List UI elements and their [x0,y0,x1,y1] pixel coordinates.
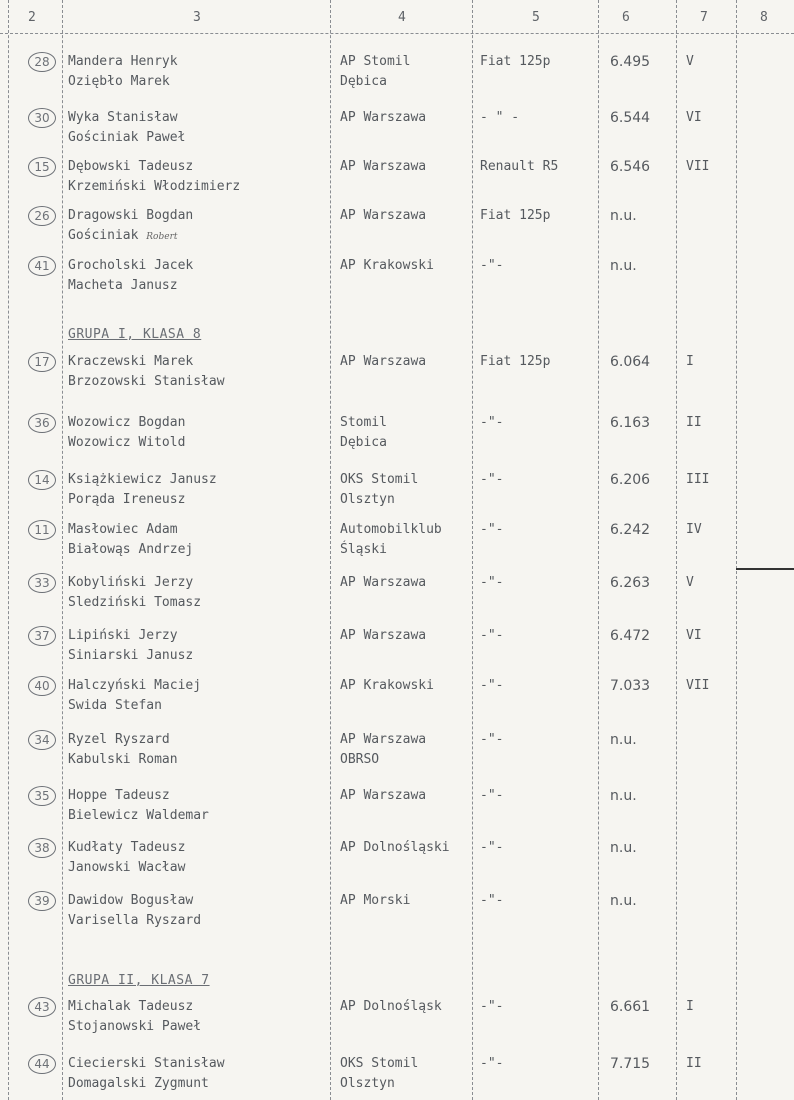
car-model: -"- [480,893,504,908]
club-cell [340,413,472,453]
codriver-name: Krzemiński Włodzimierz [68,179,241,194]
codriver-line [68,911,328,931]
codriver-name: Bielewicz Waldemar [68,808,209,823]
result-time: 6.495 [610,54,651,70]
club-name: AP Krakowski [340,678,434,693]
codriver-name: Macheta Janusz [68,278,178,293]
club-name: AP Warszawa [340,110,427,125]
codriver-line [68,372,328,392]
club-name: AP Krakowski [340,258,434,273]
codriver-name: Oziębło Marek [68,74,170,89]
start-number: 15 [28,157,56,177]
club-name: AP Warszawa [340,628,427,643]
place-rank: VI [686,110,702,125]
club-cell [340,997,472,1017]
club-name: OKS Stomil [340,1056,419,1071]
result-time: 6.064 [610,354,651,370]
result-time: n.u. [610,208,637,224]
driver-name: Książkiewicz Janusz [68,472,217,487]
car-model: -"- [480,415,504,430]
driver-name: Grocholski Jacek [68,258,194,273]
codriver-name: Białowąs Andrzej [68,542,194,557]
club-name: Dębica [340,74,387,89]
crew-cell [68,256,328,296]
start-number: 38 [28,838,56,858]
table-row [0,202,794,246]
table-row [0,348,794,392]
driver-name: Dawidow Bogusław [68,893,194,908]
result-time: n.u. [610,840,637,856]
crew-cell [68,470,328,510]
result-time: 6.263 [610,575,651,591]
crew-cell [68,413,328,453]
crew-cell [68,157,328,197]
car-model: Fiat 125p [480,54,551,69]
driver-name: Dębowski Tadeusz [68,159,194,174]
place-rank: I [686,999,694,1014]
column-header-2: 2 [28,10,36,25]
car-model: -"- [480,628,504,643]
codriver-name: Brzozowski Stanisław [68,374,225,389]
codriver-line [68,1074,328,1094]
club-cell [340,626,472,646]
result-time: 6.544 [610,110,651,126]
club-cell [340,730,472,770]
driver-name: Halczyński Maciej [68,678,202,693]
table-row [0,993,794,1037]
driver-name: Wyka Stanisław [68,110,178,125]
codriver-name: Gościniak Paweł [68,130,186,145]
crew-cell [68,891,328,931]
start-number: 43 [28,997,56,1017]
place-rank: II [686,415,702,430]
codriver-name: Janowski Wacław [68,860,186,875]
start-number: 11 [28,520,56,540]
result-time: 6.163 [610,415,651,431]
car-model: -"- [480,732,504,747]
club-name: AP Warszawa [340,208,427,223]
result-time: n.u. [610,732,637,748]
codriver-name: Domagalski Zygmunt [68,1076,209,1091]
result-time: 6.472 [610,628,651,644]
table-row [0,834,794,878]
club-name: Olsztyn [340,492,395,507]
result-time: 6.661 [610,999,651,1015]
column-header-4: 4 [398,10,406,25]
car-model: Fiat 125p [480,208,551,223]
codriver-name: Swida Stefan [68,698,162,713]
club-name: OBRSO [340,752,380,767]
table-row [0,1050,794,1094]
codriver-name: Porąda Ireneusz [68,492,186,507]
table-row [0,569,794,613]
crew-cell [68,626,328,666]
table-row [0,726,794,770]
club-name: Stomil [340,415,387,430]
crew-cell [68,838,328,878]
table-row [0,252,794,296]
club-name: Dębica [340,435,387,450]
start-number: 28 [28,52,56,72]
club-cell [340,470,472,510]
club-cell [340,352,472,372]
club-cell [340,786,472,806]
car-model: -"- [480,999,504,1014]
result-time: 6.546 [610,159,651,175]
club-name: Śląski [340,542,387,557]
column-header-8: 8 [760,10,768,25]
codriver-name: Siniarski Janusz [68,648,194,663]
crew-cell [68,206,328,246]
car-model: -"- [480,575,504,590]
table-row [0,622,794,666]
club-name: AP Dolnośląsk [340,999,442,1014]
start-number: 14 [28,470,56,490]
car-model: Fiat 125p [480,354,551,369]
codriver-name: Wozowicz Witold [68,435,186,450]
codriver-line [68,276,328,296]
codriver-line [68,696,328,716]
table-row [0,887,794,931]
car-model: -"- [480,788,504,803]
club-name: OKS Stomil [340,472,419,487]
place-rank: V [686,575,694,590]
table-row [0,672,794,716]
codriver-line [68,646,328,666]
header-rule [0,33,794,34]
crew-cell [68,352,328,392]
club-cell [340,573,472,593]
driver-name: Wozowicz Bogdan [68,415,186,430]
codriver-line [68,72,328,92]
club-name: AP Stomil [340,54,411,69]
driver-name: Masłowiec Adam [68,522,178,537]
place-rank: VII [686,159,710,174]
handwritten-name: Robert [146,232,178,242]
start-number: 17 [28,352,56,372]
crew-cell [68,573,328,613]
result-time: n.u. [610,893,637,909]
result-time: n.u. [610,788,637,804]
start-number: 44 [28,1054,56,1074]
table-row [0,782,794,826]
codriver-name: Sledziński Tomasz [68,595,202,610]
codriver-line [68,490,328,510]
club-name: Olsztyn [340,1076,395,1091]
table-row [0,48,794,92]
start-number: 40 [28,676,56,696]
club-cell [340,157,472,177]
column-header-7: 7 [700,10,708,25]
place-rank: III [686,472,710,487]
crew-cell [68,108,328,148]
start-number: 26 [28,206,56,226]
club-cell [340,108,472,128]
driver-name: Mandera Henryk [68,54,178,69]
codriver-line [68,177,328,197]
start-number: 39 [28,891,56,911]
driver-name: Hoppe Tadeusz [68,788,170,803]
group-heading: GRUPA I, KLASA 8 [68,327,202,342]
car-model: -"- [480,1056,504,1071]
start-number: 33 [28,573,56,593]
club-cell [340,676,472,696]
car-model: - " - [480,110,520,125]
crew-cell [68,52,328,92]
column-header-5: 5 [532,10,540,25]
start-number: 34 [28,730,56,750]
table-row [0,466,794,510]
table-row [0,516,794,560]
result-time: 6.206 [610,472,651,488]
codriver-name: Stojanowski Paweł [68,1019,202,1034]
codriver-line [68,226,328,246]
club-name: AP Warszawa [340,159,427,174]
driver-name: Kobyliński Jerzy [68,575,194,590]
start-number: 36 [28,413,56,433]
club-name: Automobilklub [340,522,442,537]
table-row [0,409,794,453]
codriver-line [68,540,328,560]
crew-cell [68,730,328,770]
club-name: AP Warszawa [340,788,427,803]
column-header-6: 6 [622,10,630,25]
place-rank: II [686,1056,702,1071]
driver-name: Dragowski Bogdan [68,208,194,223]
car-model: -"- [480,678,504,693]
codriver-line [68,1017,328,1037]
club-name: AP Warszawa [340,732,427,747]
start-number: 35 [28,786,56,806]
driver-name: Kudłaty Tadeusz [68,840,186,855]
place-rank: V [686,54,694,69]
club-name: AP Warszawa [340,575,427,590]
codriver-name: Gościniak [68,228,139,243]
table-row [0,153,794,197]
codriver-name: Varisella Ryszard [68,913,202,928]
car-model: -"- [480,258,504,273]
club-cell [340,838,472,858]
codriver-name: Kabulski Roman [68,752,178,767]
car-model: -"- [480,840,504,855]
crew-cell [68,786,328,826]
crew-cell [68,997,328,1037]
club-cell [340,206,472,226]
club-cell [340,1054,472,1094]
driver-name: Lipiński Jerzy [68,628,178,643]
driver-name: Ryzel Ryszard [68,732,170,747]
club-name: AP Dolnośląski [340,840,450,855]
club-cell [340,891,472,911]
crew-cell [68,676,328,716]
car-model: Renault R5 [480,159,559,174]
club-cell [340,52,472,92]
codriver-line [68,433,328,453]
place-rank: I [686,354,694,369]
club-name: AP Morski [340,893,411,908]
crew-cell [68,520,328,560]
club-cell [340,256,472,276]
codriver-line [68,128,328,148]
driver-name: Ciecierski Stanisław [68,1056,225,1071]
place-rank: VI [686,628,702,643]
codriver-line [68,858,328,878]
car-model: -"- [480,522,504,537]
start-number: 37 [28,626,56,646]
codriver-line [68,750,328,770]
result-time: 7.033 [610,678,651,694]
crew-cell [68,1054,328,1094]
start-number: 30 [28,108,56,128]
club-name: AP Warszawa [340,354,427,369]
place-rank: VII [686,678,710,693]
driver-name: Michalak Tadeusz [68,999,194,1014]
driver-name: Kraczewski Marek [68,354,194,369]
start-number: 41 [28,256,56,276]
codriver-line [68,593,328,613]
result-time: n.u. [610,258,637,274]
place-rank: IV [686,522,702,537]
column-header-3: 3 [193,10,201,25]
car-model: -"- [480,472,504,487]
club-cell [340,520,472,560]
result-time: 7.715 [610,1056,651,1072]
group-heading: GRUPA II, KLASA 7 [68,973,210,988]
result-time: 6.242 [610,522,651,538]
table-row [0,104,794,148]
codriver-line [68,806,328,826]
